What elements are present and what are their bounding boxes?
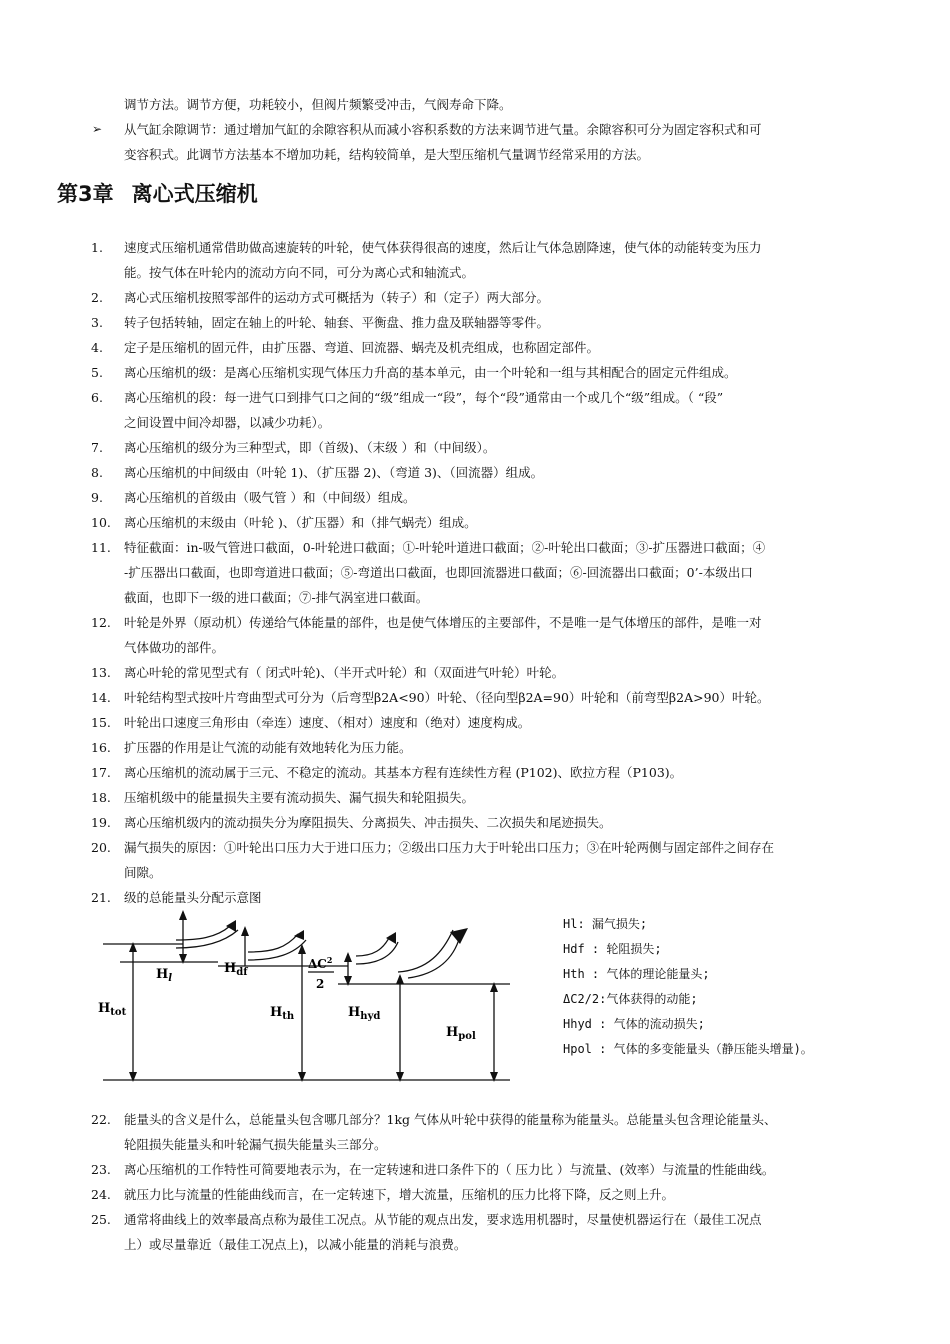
list-item-line: 能量头的含义是什么，总能量头包含哪几部分？1kg 气体从叶轮中获得的能量称为能量头。总能量头包含理论能量头、 [124, 1112, 777, 1127]
list-item-line: 离心压缩机的首级由（吸气管 ）和（中间级）组成。 [124, 490, 416, 505]
list-number: 24. [91, 1187, 111, 1202]
list-number: 1. [91, 240, 103, 255]
label-hhyd: $H_{hyd}$ [348, 1005, 381, 1022]
list-number: 23. [91, 1162, 111, 1177]
list-number: 3. [91, 315, 103, 330]
legend-entry: Hhyd : 气体的流动损失; [563, 1017, 705, 1031]
list-item-line: 特征截面：in-吸气管进口截面，0-叶轮进口截面；①-叶轮叶道进口截面；②-叶轮出口截面；③-扩压器进口截面；④ [124, 540, 766, 555]
list-number: 2. [91, 290, 103, 305]
list-item-line: 离心压缩机的段：每一进气口到排气口之间的“级”组成一“段”，每个“段”通常由一个或几个“级”组成。（ “段” [124, 390, 724, 405]
label-hpol: $H_{pol}$ [446, 1025, 476, 1042]
list-item-line: 离心压缩机的流动属于三元、不稳定的流动。其基本方程有连续性方程 (P102)、欧拉方程（P103)。 [124, 765, 683, 780]
list-number: 25. [91, 1212, 111, 1227]
legend-entry: Hth : 气体的理论能量头; [563, 967, 710, 981]
list-item-line: 气体做功的部件。 [124, 640, 225, 655]
list-item-line: 间隙。 [124, 865, 162, 880]
list-number: 9. [91, 490, 103, 505]
list-item-line: 截面，也即下一级的进口截面；⑦-排气涡室进口截面。 [124, 590, 429, 605]
list-item-line: 压缩机级中的能量损失主要有流动损失、漏气损失和轮阻损失。 [124, 790, 475, 805]
list-item-line: 离心式压缩机按照零部件的运动方式可概括为（转子）和（定子）两大部分。 [124, 290, 550, 305]
label-hdf: $H_{df}$ [224, 961, 248, 978]
label-htot: $H_{tot}$ [98, 1001, 127, 1018]
list-number: 19. [91, 815, 111, 830]
label-hl: $H_l$ [156, 967, 173, 984]
label-delta-c: $\Delta C^2$ [308, 955, 333, 971]
list-number: 16. [91, 740, 111, 755]
list-item-line: 离心压缩机的工作特性可简要地表示为，在一定转速和进口条件下的（ 压力比 ）与流量、(效率）与流量的性能曲线。 [124, 1162, 775, 1177]
chapter-title: 离心式压缩机 [131, 182, 258, 206]
paragraph-line: 变容积式。此调节方法基本不增加功耗，结构较简单，是大型压缩机气量调节经常采用的方法。 [124, 147, 650, 162]
list-item-line: 转子包括转轴，固定在轴上的叶轮、轴套、平衡盘、推力盘及联轴器等零件。 [124, 315, 550, 330]
label-hth: $H_{th}$ [270, 1005, 295, 1022]
list-item-line: 离心压缩机的级：是离心压缩机实现气体压力升高的基本单元，由一个叶轮和一组与其相配合的固定元件组成。 [124, 365, 737, 380]
list-number: 14. [91, 690, 111, 705]
list-item-line: 离心压缩机级内的流动损失分为摩阻损失、分离损失、冲击损失、二次损失和尾迹损失。 [124, 815, 612, 830]
list-item-line: 通常将曲线上的效率最高点称为最佳工况点。从节能的观点出发，要求选用机器时，尽量使机器运行在（最佳工况点 [124, 1212, 762, 1227]
list-item-line: -扩压器出口截面，也即弯道进口截面；⑤-弯道出口截面，也即回流器进口截面；⑥-回流器出口截面；0’-本级出口 [124, 565, 753, 580]
list-number: 10. [91, 515, 111, 530]
legend-entry: Hdf : 轮阻损失; [563, 942, 662, 956]
list-item-line: 离心压缩机的中间级由（叶轮 1)、（扩压器 2)、（弯道 3)、（回流器）组成。 [124, 465, 544, 480]
list-item-line: 离心压缩机的末级由（叶轮 )、（扩压器）和（排气蜗壳）组成。 [124, 515, 477, 530]
list-item-line: 上）或尽量靠近（最佳工况点上)，以减小能量的消耗与浪费。 [124, 1237, 467, 1252]
list-item-line: 之间设置中间冷却器，以减少功耗）。 [124, 415, 331, 430]
list-item-line: 离心叶轮的常见型式有（ 闭式叶轮)、（半开式叶轮）和（双面进气叶轮）叶轮。 [124, 665, 565, 680]
list-number: 4. [91, 340, 103, 355]
list-number: 20. [91, 840, 111, 855]
chapter-heading [57, 181, 258, 207]
list-item-line: 就压力比与流量的性能曲线而言，在一定转速下，增大流量，压缩机的压力比将下降，反之则上升。 [124, 1187, 675, 1202]
label-two: 2 [316, 977, 325, 991]
list-number: 17. [91, 765, 111, 780]
list-number: 11. [91, 540, 111, 555]
list-item-line: 叶轮出口速度三角形由（牵连）速度、（相对）速度和（绝对）速度构成。 [124, 715, 531, 730]
list-item-line: 速度式压缩机通常借助做高速旋转的叶轮，使气体获得很高的速度，然后让气体急剧降速，使气体的动能转变为压力 [124, 240, 762, 255]
legend-entry: ΔC2/2:气体获得的动能; [563, 992, 698, 1006]
list-number: 18. [91, 790, 111, 805]
paragraph-line: 调节方法。调节方便，功耗较小，但阀片频繁受冲击，气阀寿命下降。 [124, 97, 512, 112]
paragraph-line: 从气缸余隙调节：通过增加气缸的余隙容积从而减小容积系数的方法来调节进气量。余隙容积可分为固定容积式和可 [124, 122, 762, 137]
legend-entry: Hpol : 气体的多变能量头（静压能头增量)。 [563, 1042, 813, 1056]
list-number: 5. [91, 365, 103, 380]
energy-head-diagram [98, 908, 518, 1086]
list-item-line: 叶轮结构型式按叶片弯曲型式可分为（后弯型β2A<90）叶轮、（径向型β2A=90）叶轮和（前弯型β2A>90）叶轮。 [124, 690, 770, 705]
list-number: 12. [91, 615, 111, 630]
list-number: 7. [91, 440, 103, 455]
list-item-line: 级的总能量头分配示意图 [124, 890, 262, 905]
chapter-number: 第3章 [57, 182, 114, 206]
list-item-line: 叶轮是外界（原动机）传递给气体能量的部件，也是使气体增压的主要部件，不是唯一是气体增压的部件，是唯一对 [124, 615, 762, 630]
list-item-line: 定子是压缩机的固元件，由扩压器、弯道、回流器、蜗壳及机壳组成，也称固定部件。 [124, 340, 600, 355]
list-item-line: 扩压器的作用是让气流的动能有效地转化为压力能。 [124, 740, 412, 755]
list-item-line: 能。按气体在叶轮内的流动方向不同，可分为离心式和轴流式。 [124, 265, 475, 280]
list-item-line: 漏气损失的原因：①叶轮出口压力大于进口压力；②级出口压力大于叶轮出口压力；③在叶轮两侧与固定部件之间存在 [124, 840, 775, 855]
list-number: 15. [91, 715, 111, 730]
list-item-line: 轮阻损失能量头和叶轮漏气损失能量头三部分。 [124, 1137, 387, 1152]
list-number: 6. [91, 390, 103, 405]
list-number: 21. [91, 890, 111, 905]
arrow-bullet-icon: ➢ [92, 122, 103, 136]
list-number: 22. [91, 1112, 111, 1127]
legend-entry: Hl: 漏气损失; [563, 917, 648, 931]
list-number: 8. [91, 465, 103, 480]
list-item-line: 离心压缩机的级分为三种型式，即（首级)、（末级 ）和（中间级）。 [124, 440, 496, 455]
list-number: 13. [91, 665, 111, 680]
